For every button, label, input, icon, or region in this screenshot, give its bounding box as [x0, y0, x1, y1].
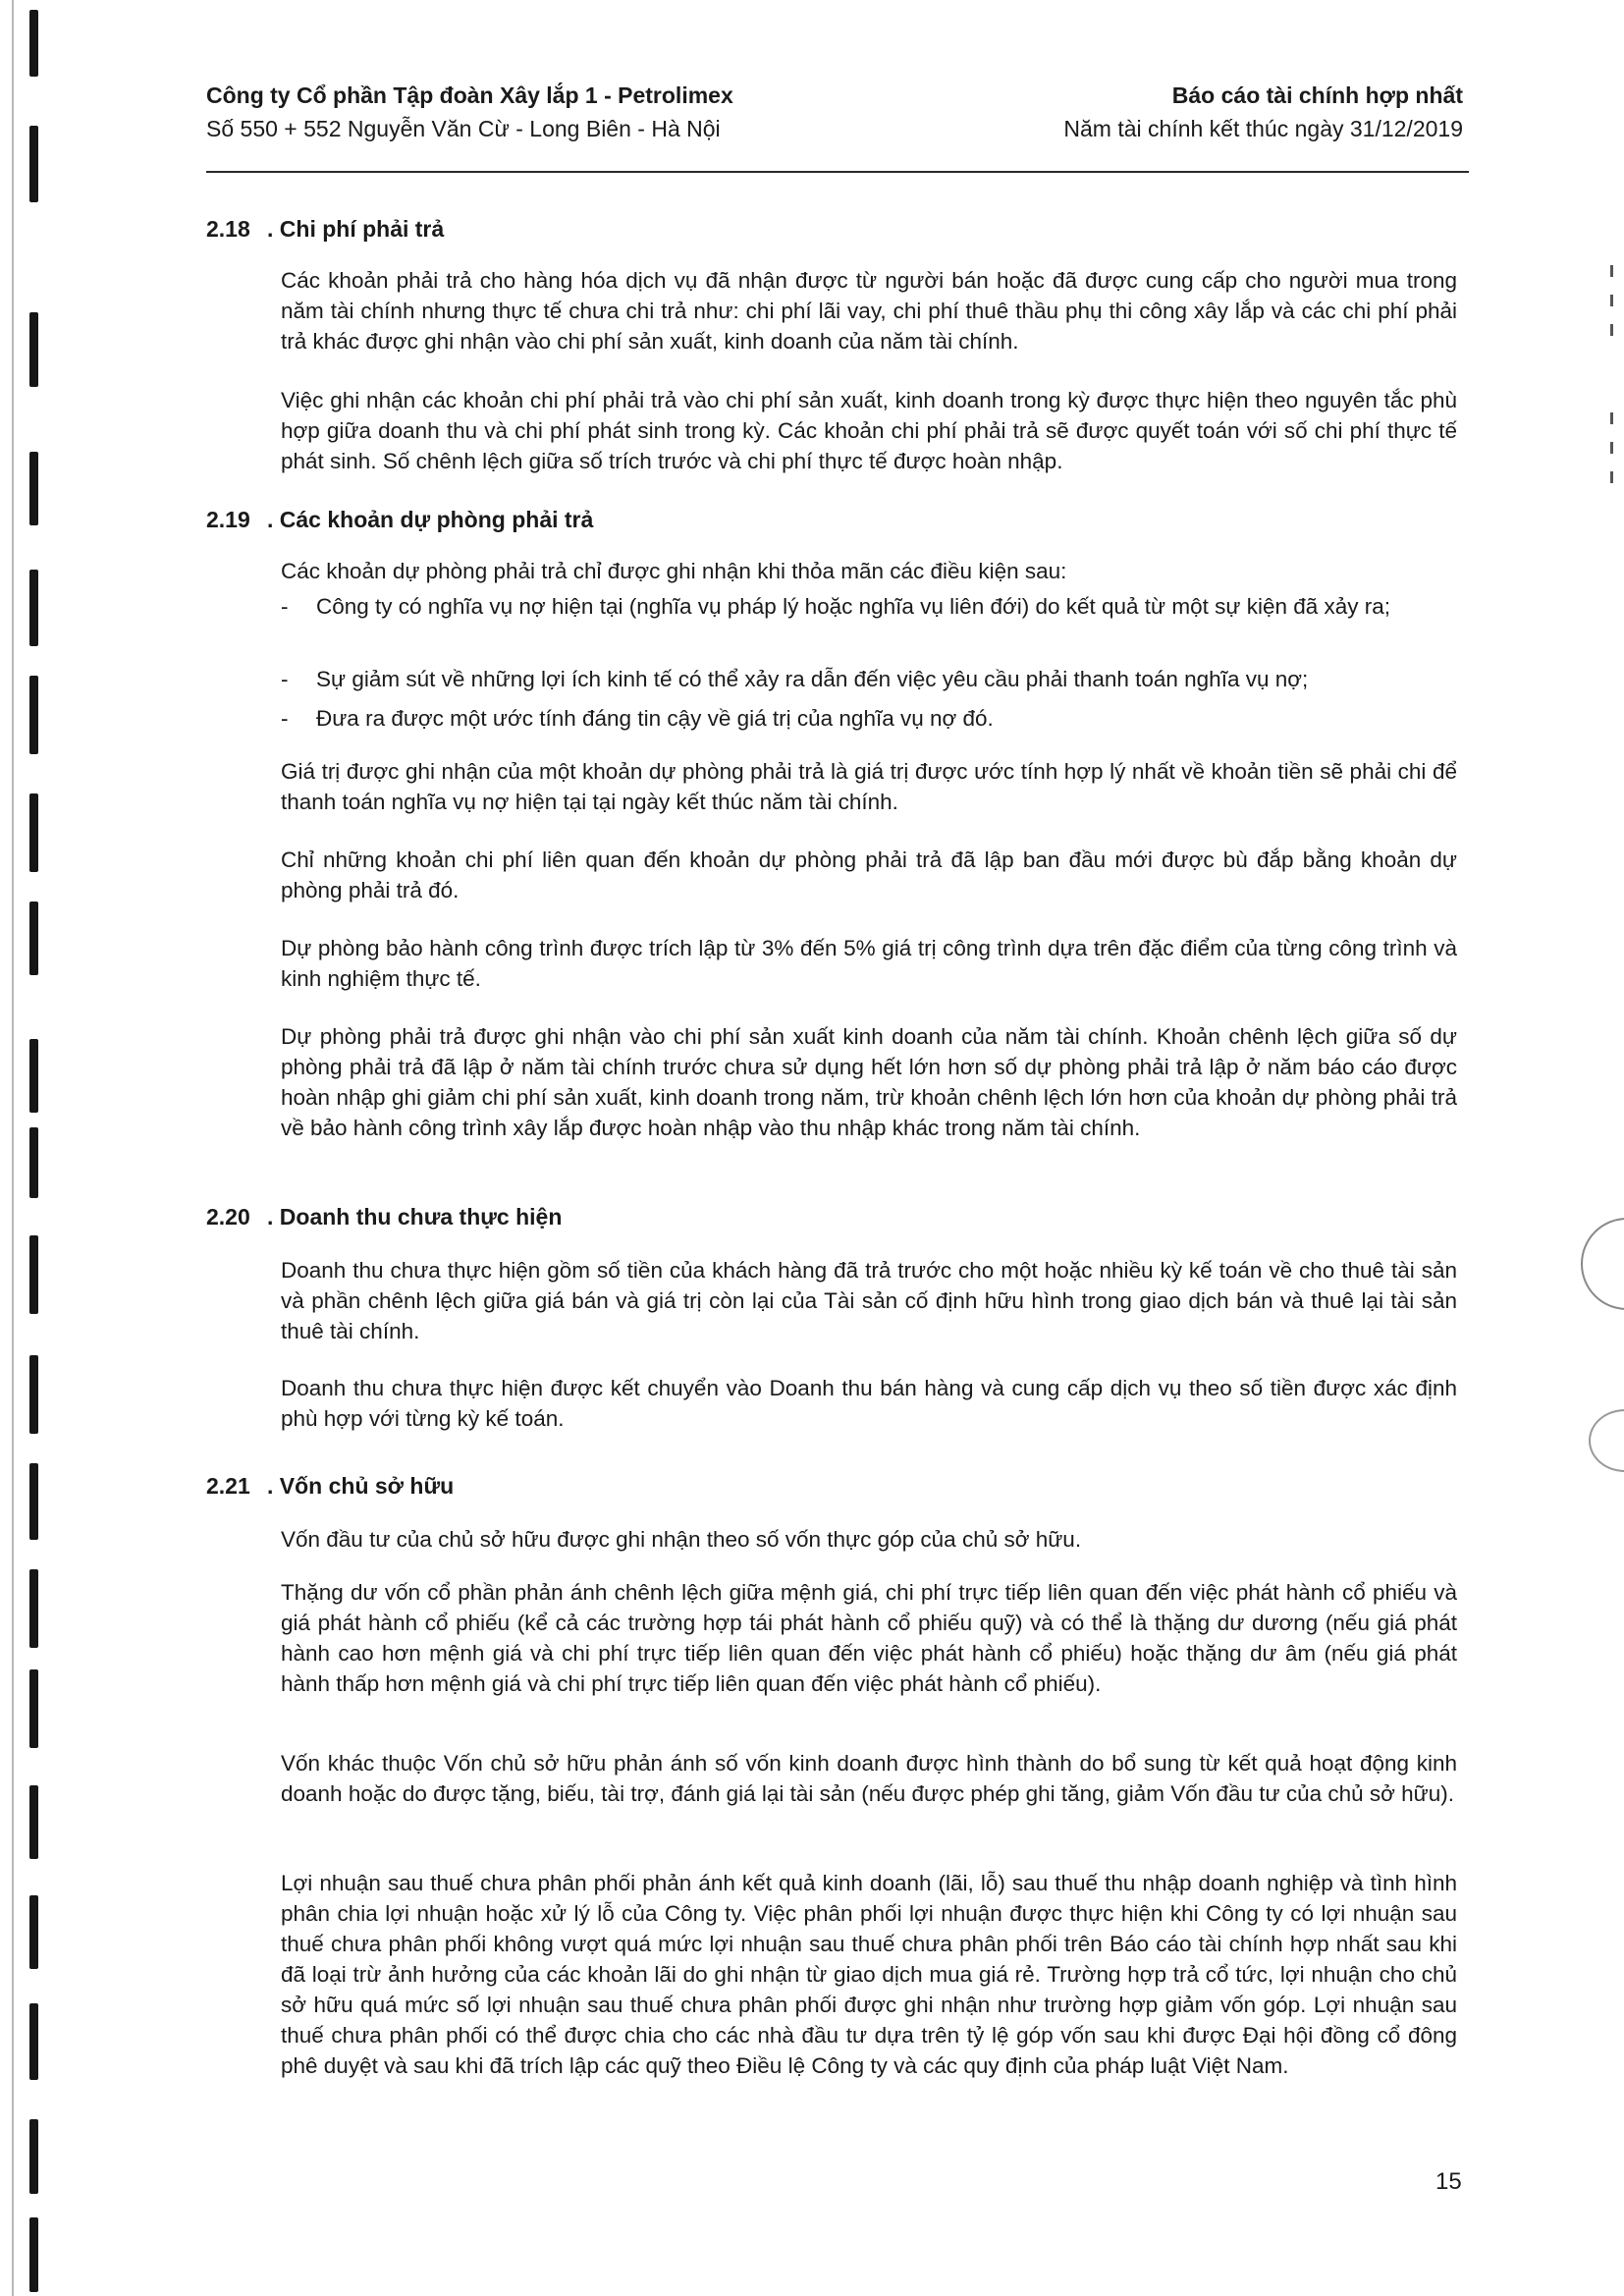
- binding-hole: [29, 1569, 38, 1648]
- binding-hole: [29, 570, 38, 646]
- stamp-mark: [1571, 1218, 1624, 1473]
- binding-hole: [29, 1127, 38, 1198]
- paragraph: Các khoản phải trả cho hàng hóa dịch vụ đã nhận được từ người bán hoặc đã được cung cấp cho người mua trong năm tài chính nhưng thực tế chưa chi trả như: chi phí lãi vay, chi phí thuê thầu phụ thi công xây lắp và các chi phí phải trả khác được ghi nhận vào chi phí sản xuất, kinh doanh của năm tài chính.: [281, 268, 1457, 354]
- page-number: 15: [1435, 2168, 1462, 2195]
- binding-hole: [29, 1355, 38, 1434]
- header-rule: [206, 171, 1469, 173]
- binding-edge: [0, 0, 59, 2296]
- edge-marks: [1610, 412, 1618, 501]
- binding-hole: [29, 2217, 38, 2292]
- binding-hole: [29, 676, 38, 754]
- binding-hole: [29, 1785, 38, 1859]
- binding-hole: [29, 902, 38, 975]
- section-heading: [206, 1473, 454, 1500]
- binding-hole: [29, 793, 38, 872]
- section-heading: [206, 1204, 562, 1230]
- list-item: - Công ty có nghĩa vụ nợ hiện tại (nghĩa vụ pháp lý hoặc nghĩa vụ liên đới) do kết quả từ một sự kiện đã xảy ra;: [281, 591, 1457, 622]
- section-title: . Các khoản dự phòng phải trả: [267, 507, 594, 532]
- fiscal-year: Năm tài chính kết thúc ngày 31/12/2019: [1063, 116, 1463, 141]
- binding-hole: [29, 1039, 38, 1113]
- list-item: - Đưa ra được một ước tính đáng tin cậy về giá trị của nghĩa vụ nợ đó.: [281, 703, 1457, 734]
- paragraph: Vốn đầu tư của chủ sở hữu được ghi nhận theo số vốn thực góp của chủ sở hữu.: [281, 1527, 1082, 1552]
- paragraph: Lợi nhuận sau thuế chưa phân phối phản ánh kết quả kinh doanh (lãi, lỗ) sau thuế thu nhập doanh nghiệp và tình hình phân chia lợi nhuận hoặc xử lý lỗ của Công ty. Việc phân phối lợi nhuận được thực hiện khi Công ty có lợi nhuận sau thuế chưa phân phối không vượt quá mức lợi nhuận sau thuế chưa phân phối trên Báo cáo tài chính hợp nhất sau khi đã loại trừ ảnh hưởng của các khoản lãi do ghi nhận từ giao dịch mua giá rẻ. Trường hợp trả cổ tức, lợi nhuận cho chủ sở hữu quá mức số lợi nhuận sau thuế chưa phân phối được ghi nhận như trường hợp giảm vốn góp. Lợi nhuận sau thuế chưa phân phối có thể được chia cho các nhà đầu tư dựa trên tỷ lệ góp vốn sau khi được Đại hội đồng cổ đông phê duyệt và sau khi đã trích lập các quỹ theo Điều lệ Công ty và các quy định của pháp luật Việt Nam.: [281, 1871, 1457, 2078]
- paragraph: Doanh thu chưa thực hiện được kết chuyển vào Doanh thu bán hàng và cung cấp dịch vụ theo số tiền được xác định phù hợp với từng kỳ kế toán.: [281, 1376, 1457, 1431]
- page-header: [206, 79, 1463, 145]
- paragraph: Dự phòng phải trả được ghi nhận vào chi phí sản xuất kinh doanh của năm tài chính. Khoản chênh lệch giữa số dự phòng phải trả đã lập ở năm tài chính trước chưa sử dụng hết lớn hơn số dự phòng phải trả lập ở năm báo cáo được hoàn nhập ghi giảm chi phí sản xuất, kinh doanh trong năm, trừ khoản chênh lệch lớn hơn của khoản dự phòng phải trả về bảo hành công trình xây lắp được hoàn nhập vào thu nhập khác trong năm tài chính.: [281, 1024, 1457, 1140]
- paragraph: Vốn khác thuộc Vốn chủ sở hữu phản ánh số vốn kinh doanh được hình thành do bổ sung từ kết quả hoạt động kinh doanh hoặc do được tặng, biếu, tài trợ, đánh giá lại tài sản (nếu được phép ghi tăng, giảm Vốn đầu tư của chủ sở hữu).: [281, 1751, 1457, 1806]
- section-heading: [206, 507, 593, 533]
- binding-hole: [29, 1895, 38, 1969]
- paragraph: Chỉ những khoản chi phí liên quan đến khoản dự phòng phải trả đã lập ban đầu mới được bù đắp bằng khoản dự phòng phải trả đó.: [281, 847, 1457, 902]
- list-item-text: Sự giảm sút về những lợi ích kinh tế có thể xảy ra dẫn đến việc yêu cầu phải thanh toán nghĩa vụ nợ;: [316, 667, 1309, 691]
- binding-hole: [29, 312, 38, 387]
- binding-hole: [29, 1463, 38, 1540]
- paragraph: Việc ghi nhận các khoản chi phí phải trả vào chi phí sản xuất, kinh doanh trong kỳ được thực hiện theo nguyên tắc phù hợp giữa doanh thu và chi phí phát sinh trong kỳ. Các khoản chi phí phải trả sẽ được quyết toán với số chi phí thực tế phát sinh. Số chênh lệch giữa số trích trước và chi phí thực tế được hoàn nhập.: [281, 388, 1457, 473]
- paragraph: Thặng dư vốn cổ phần phản ánh chênh lệch giữa mệnh giá, chi phí trực tiếp liên quan đến việc phát hành cổ phiếu và giá phát hành cổ phiếu (kể cả các trường hợp tái phát hành cổ phiếu quỹ) và có thể là thặng dư dương (nếu giá phát hành cao hơn mệnh giá và chi phí trực tiếp liên quan đến việc phát hành cổ phiếu) hoặc thặng dư âm (nếu giá phát hành thấp hơn mệnh giá và chi phí trực tiếp liên quan đến việc phát hành cổ phiếu).: [281, 1580, 1457, 1696]
- binding-hole: [29, 1669, 38, 1748]
- binding-hole: [29, 1235, 38, 1314]
- binding-hole: [29, 126, 38, 202]
- binding-hole: [29, 10, 38, 77]
- binding-line: [12, 0, 14, 2296]
- company-name: Công ty Cổ phần Tập đoàn Xây lắp 1 - Petrolimex: [206, 82, 733, 108]
- section-title: . Doanh thu chưa thực hiện: [267, 1204, 563, 1230]
- section-number: 2.20: [206, 1204, 250, 1230]
- list-item: - Sự giảm sút về những lợi ích kinh tế có thể xảy ra dẫn đến việc yêu cầu phải thanh toán nghĩa vụ nợ;: [281, 664, 1457, 694]
- company-address: Số 550 + 552 Nguyễn Văn Cừ - Long Biên - Hà Nội: [206, 116, 721, 141]
- section-number: 2.18: [206, 216, 250, 242]
- report-title: Báo cáo tài chính hợp nhất: [1171, 82, 1463, 108]
- binding-hole: [29, 452, 38, 525]
- edge-marks: [1610, 265, 1618, 354]
- section-number: 2.19: [206, 507, 250, 532]
- list-item-text: Công ty có nghĩa vụ nợ hiện tại (nghĩa vụ pháp lý hoặc nghĩa vụ liên đới) do kết quả từ một sự kiện đã xảy ra;: [316, 594, 1391, 619]
- binding-hole: [29, 2003, 38, 2080]
- paragraph: Các khoản dự phòng phải trả chỉ được ghi nhận khi thỏa mãn các điều kiện sau:: [281, 559, 1067, 583]
- paragraph: Giá trị được ghi nhận của một khoản dự phòng phải trả là giá trị được ước tính hợp lý nhất về khoản tiền sẽ phải chi để thanh toán nghĩa vụ nợ hiện tại tại ngày kết thúc năm tài chính.: [281, 759, 1457, 814]
- section-title: . Chi phí phải trả: [267, 216, 445, 242]
- section-title: . Vốn chủ sở hữu: [267, 1473, 455, 1499]
- binding-hole: [29, 2119, 38, 2194]
- section-heading: [206, 216, 444, 243]
- paragraph: Dự phòng bảo hành công trình được trích lập từ 3% đến 5% giá trị công trình dựa trên đặc điểm của từng công trình và kinh nghiệm thực tế.: [281, 936, 1457, 991]
- list-item-text: Đưa ra được một ước tính đáng tin cậy về giá trị của nghĩa vụ nợ đó.: [316, 706, 994, 731]
- paragraph: Doanh thu chưa thực hiện gồm số tiền của khách hàng đã trả trước cho một hoặc nhiều kỳ kế toán về cho thuê tài sản và phần chênh lệch giữa giá bán và giá trị còn lại của Tài sản cố định hữu hình trong giao dịch bán và thuê lại tài sản thuê tài chính.: [281, 1258, 1457, 1343]
- section-number: 2.21: [206, 1473, 250, 1499]
